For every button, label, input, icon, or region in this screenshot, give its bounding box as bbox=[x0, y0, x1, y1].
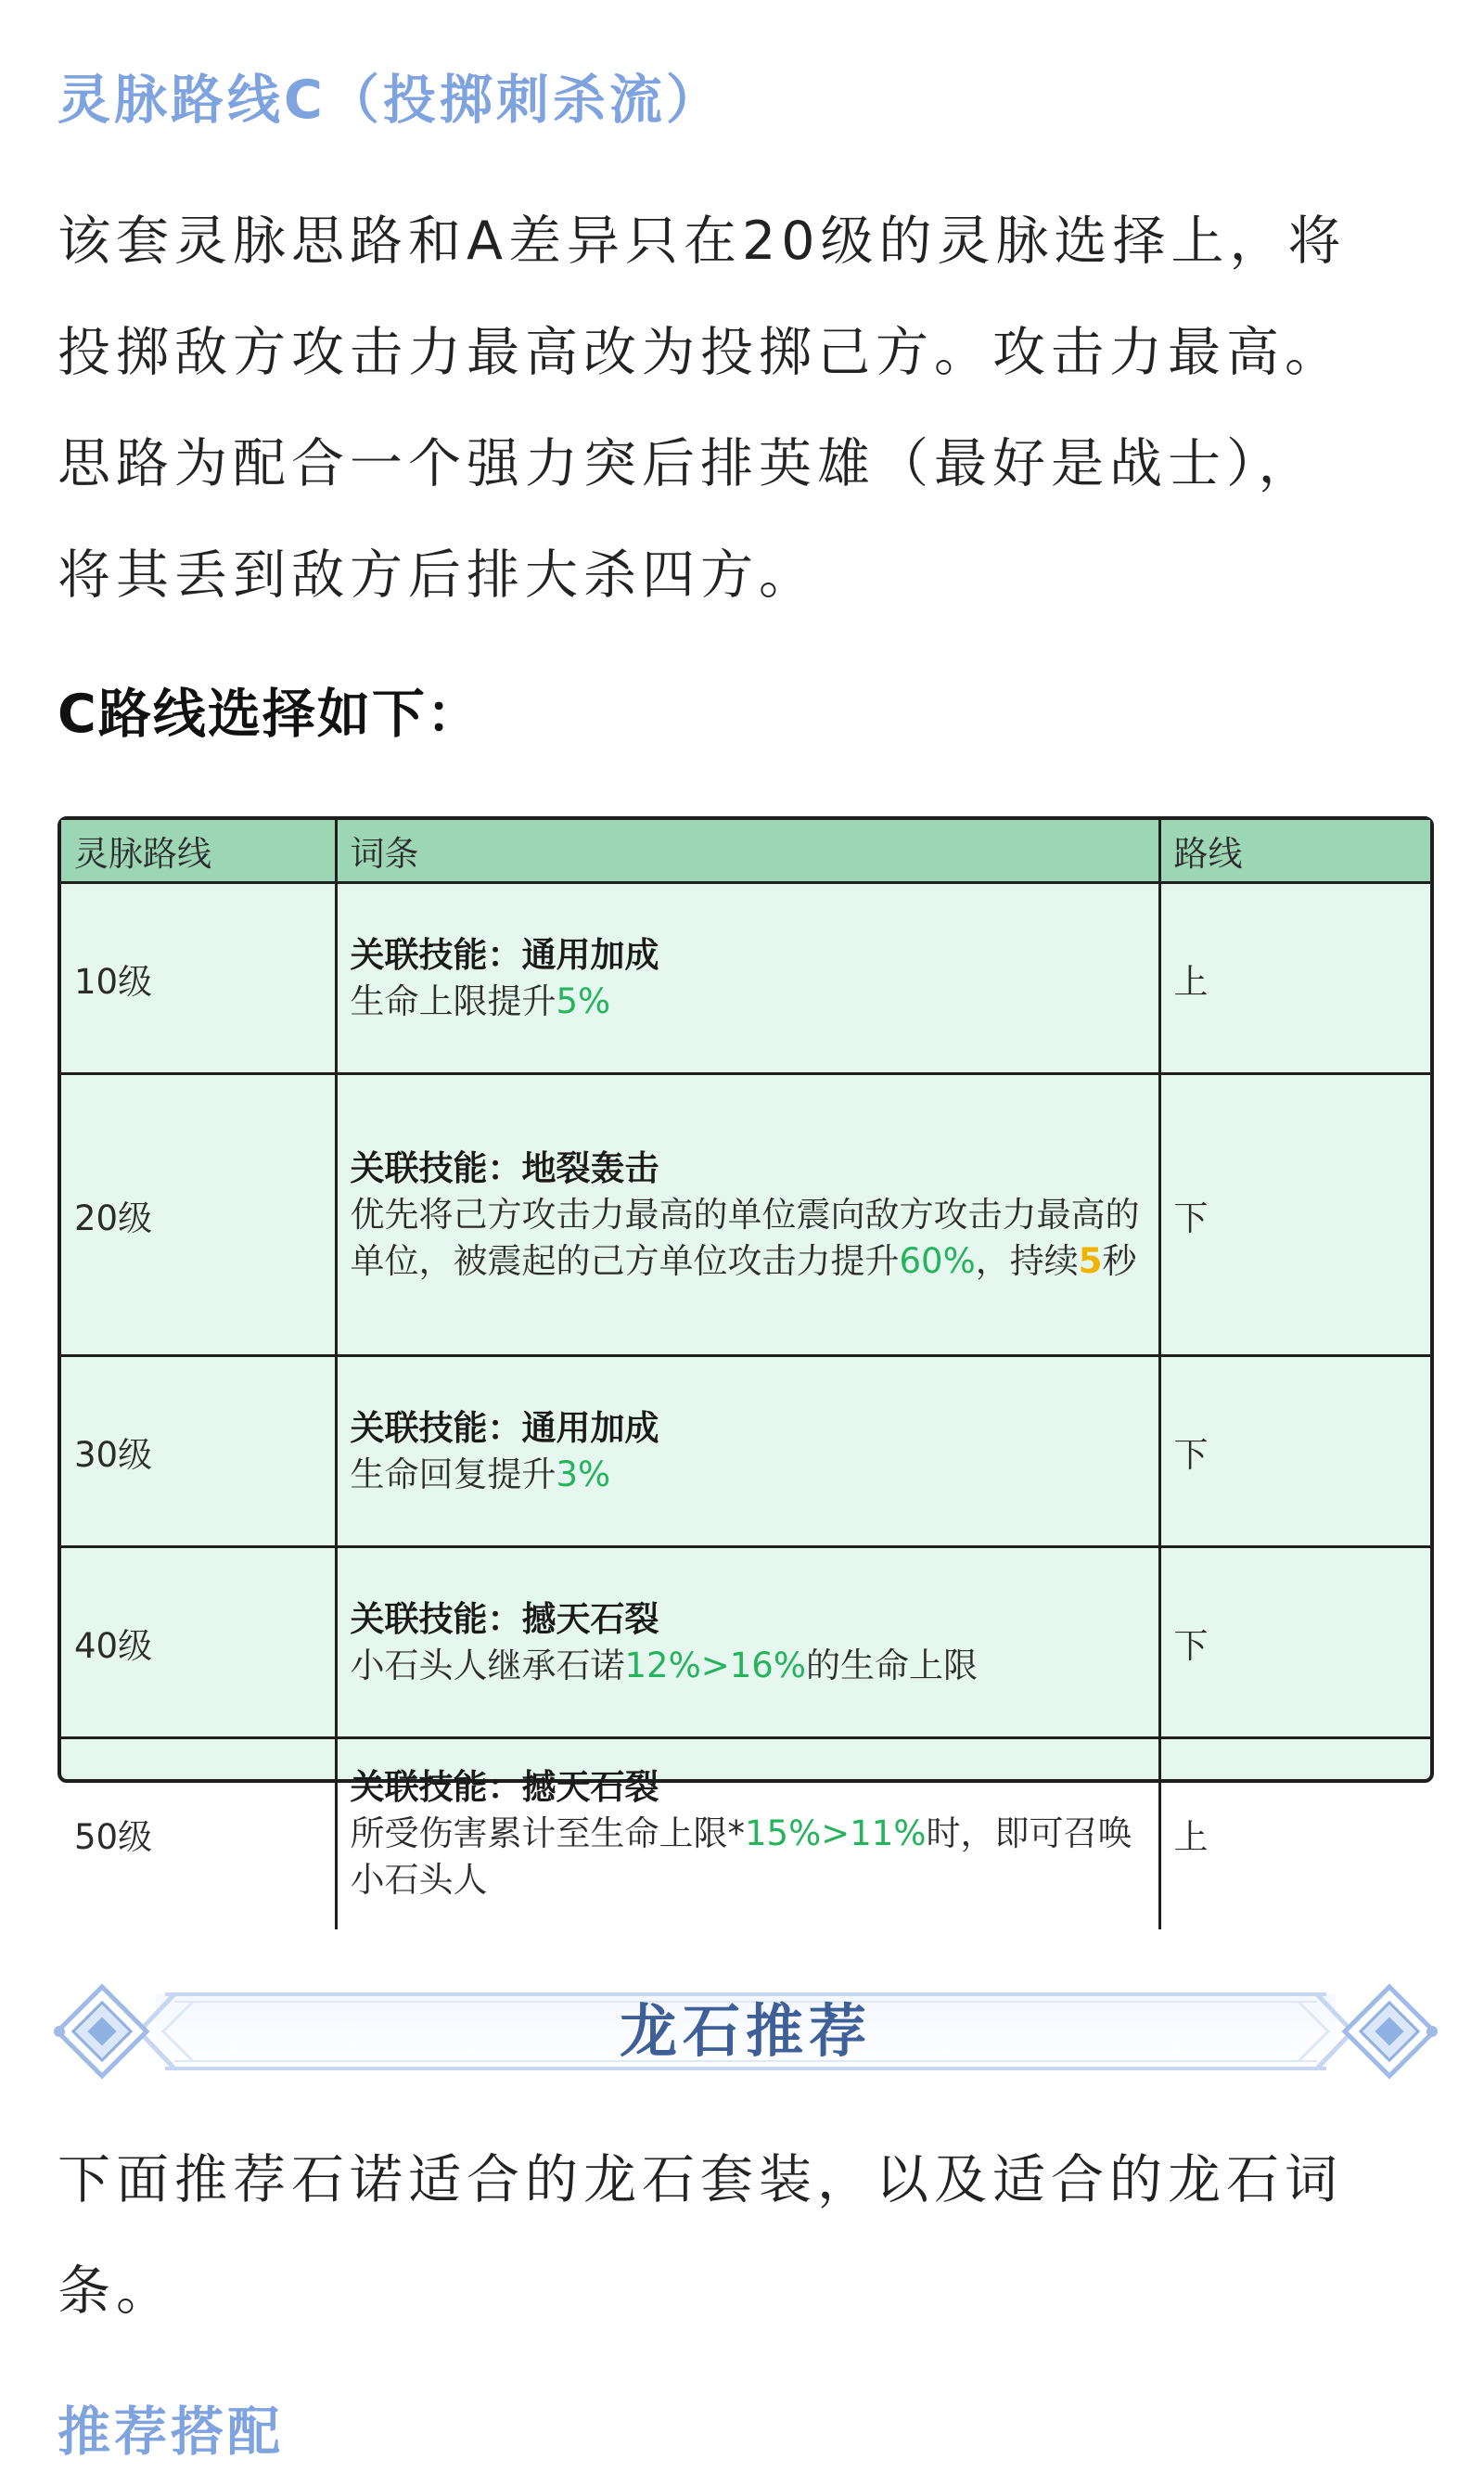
table-heading: C路线选择如下： bbox=[58, 684, 481, 745]
row-skill: 关联技能：撼天石裂 bbox=[350, 1598, 659, 1639]
table-header-row bbox=[61, 820, 1430, 883]
highlight-value: 5 bbox=[1078, 1240, 1103, 1281]
table-row bbox=[61, 1738, 1430, 1929]
row-level: 40级 bbox=[61, 1547, 336, 1738]
highlight-value: 5% bbox=[556, 980, 611, 1021]
row-entry bbox=[336, 883, 1159, 1074]
description-text: 时，即可召唤小石头人 bbox=[350, 1813, 1132, 1901]
route-table bbox=[58, 816, 1434, 1901]
row-level: 10级 bbox=[61, 883, 336, 1074]
intro-line: 思路为配合一个强力突后排英雄（最好是战士）， bbox=[58, 433, 1317, 494]
table-row bbox=[61, 1074, 1430, 1356]
section-title: 灵脉路线C（投掷刺杀流） bbox=[58, 70, 723, 131]
row-entry bbox=[336, 1738, 1159, 1929]
row-description bbox=[351, 979, 1145, 1025]
description-text: 优先将己方攻击力最高的单位震向敌方攻击力最高的单位，被震起的己方单位攻击力提升 bbox=[350, 1194, 1140, 1281]
description-text: 所受伤害累计至生命上限* bbox=[350, 1813, 745, 1854]
description-text: 的生命上限 bbox=[805, 1645, 978, 1685]
row-entry bbox=[336, 1547, 1159, 1738]
highlight-value: 15%>11% bbox=[745, 1813, 927, 1854]
header-route-level: 灵脉路线 bbox=[61, 820, 336, 883]
intro-line: 该套灵脉思路和A差异只在20级的灵脉选择上，将 bbox=[58, 211, 1347, 272]
row-route: 下 bbox=[1159, 1356, 1430, 1547]
description-text: ，持续 bbox=[975, 1240, 1079, 1281]
row-entry bbox=[336, 1074, 1159, 1356]
table-row bbox=[61, 1356, 1430, 1547]
row-skill: 关联技能：地裂轰击 bbox=[350, 1147, 659, 1188]
row-level: 30级 bbox=[61, 1356, 336, 1547]
outro-line: 条。 bbox=[58, 2261, 174, 2322]
row-description bbox=[351, 1811, 1145, 1903]
outro-line: 下面推荐石诺适合的龙石套装，以及适合的龙石词 bbox=[58, 2149, 1343, 2210]
intro-paragraph bbox=[58, 186, 1439, 631]
recommended-combo-title: 推荐搭配 bbox=[58, 2402, 284, 2463]
header-route: 路线 bbox=[1159, 820, 1430, 883]
description-text: 生命上限提升 bbox=[350, 980, 556, 1021]
row-route: 上 bbox=[1159, 1738, 1430, 1929]
row-route: 下 bbox=[1159, 1547, 1430, 1738]
row-skill: 关联技能：通用加成 bbox=[350, 1407, 659, 1448]
dragon-stone-banner bbox=[54, 1976, 1438, 2087]
description-text: 生命回复提升 bbox=[350, 1454, 556, 1494]
table-row bbox=[61, 1547, 1430, 1738]
description-text: 秒 bbox=[1102, 1240, 1137, 1281]
table-row bbox=[61, 883, 1430, 1074]
row-entry bbox=[336, 1356, 1159, 1547]
header-entry: 词条 bbox=[336, 820, 1159, 883]
highlight-value: 60% bbox=[899, 1240, 976, 1281]
row-description bbox=[351, 1643, 1145, 1689]
row-level: 20级 bbox=[61, 1074, 336, 1356]
outro-paragraph bbox=[58, 2124, 1439, 2347]
row-skill: 关联技能：通用加成 bbox=[350, 934, 659, 975]
intro-line: 将其丢到敌方后排大杀四方。 bbox=[58, 544, 817, 606]
banner-title: 龙石推荐 bbox=[619, 1997, 872, 2065]
intro-line: 投掷敌方攻击力最高改为投掷己方。攻击力最高。 bbox=[58, 322, 1343, 383]
highlight-value: 12%>16% bbox=[624, 1645, 806, 1685]
highlight-value: 3% bbox=[556, 1454, 611, 1494]
row-route: 上 bbox=[1159, 883, 1430, 1074]
row-skill: 关联技能：撼天石裂 bbox=[350, 1767, 659, 1808]
description-text: 小石头人继承石诺 bbox=[350, 1645, 625, 1685]
row-level: 50级 bbox=[61, 1738, 336, 1929]
row-description bbox=[351, 1452, 1145, 1498]
row-description bbox=[351, 1192, 1145, 1285]
row-route: 下 bbox=[1159, 1074, 1430, 1356]
